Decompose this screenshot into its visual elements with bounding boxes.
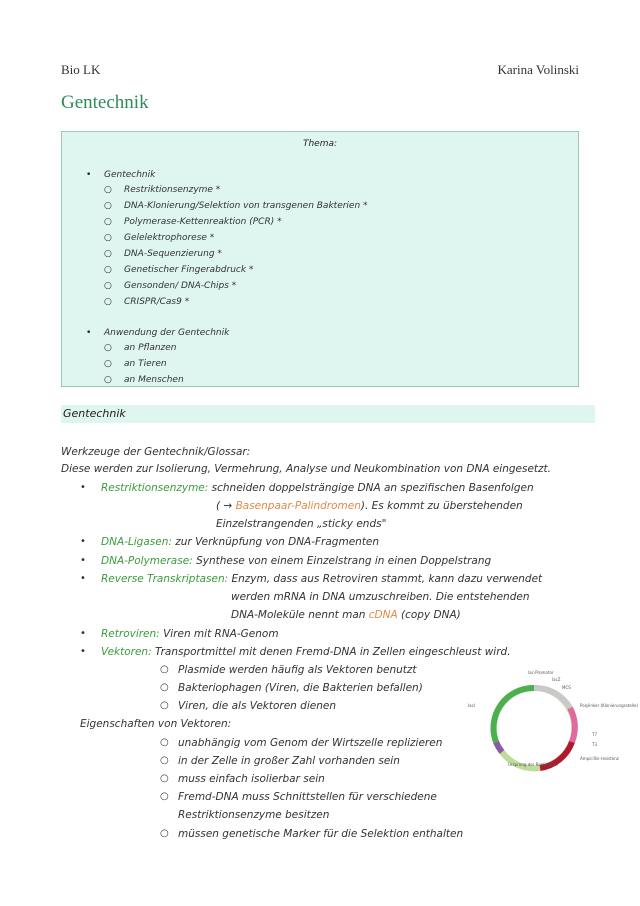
term: Restriktionsenzyme: [101,482,209,494]
plasmid-label: MCS [562,685,571,690]
term: DNA-Polymerase: [101,555,193,567]
plasmid-label: lacZ [552,677,561,682]
bullet-icon: • [80,555,86,566]
glossary-entry-vektoren [101,646,511,658]
circle-bullet-icon: ○ [160,755,169,766]
eigenschaft-item: unabhängig vom Genom der Wirtszelle replizieren [178,737,443,749]
circle-bullet-icon: ○ [104,217,112,227]
subtopic-item: DNA-Sequenzierung * [124,249,222,259]
section-heading: Gentechnik [61,405,595,423]
plasmid-label: lac-Promotor [528,670,554,675]
course-label: Bio LK [61,62,101,77]
subtopic-item: an Pflanzen [124,343,177,353]
circle-bullet-icon: ○ [160,791,169,802]
circle-bullet-icon: ○ [104,201,112,211]
circle-bullet-icon: ○ [104,249,112,259]
vektor-item: Bakteriophagen (Viren, die Bakterien befallen) [178,682,423,694]
subtopic-item: Gensonden/ DNA-Chips * [124,281,237,291]
circle-bullet-icon: ○ [160,664,169,675]
eigenschaft-item: müssen genetische Marker für die Selektion enthalten [178,828,464,840]
definition: Enzym, dass aus Retroviren stammt, kann dazu verwendet [231,573,543,585]
page-title: Gentechnik [61,92,149,113]
circle-bullet-icon: ○ [104,297,112,307]
glossary-entry-restriktion [101,482,534,494]
glossary-heading: Werkzeuge der Gentechnik/Glossar: [61,446,251,458]
plasmid-label: T7 [592,732,597,737]
eigenschaft-item: Fremd-DNA muss Schnittstellen für verschiedene [178,791,437,803]
bullet-icon: • [80,646,86,657]
bullet-icon: • [80,482,86,493]
plasmid-label: lacI [468,703,475,708]
definition: Transportmittel mit denen Fremd-DNA in Zellen eingeschleust wird. [154,646,511,658]
vektor-item: Viren, die als Vektoren dienen [178,700,336,712]
plasmid-label: T3 [592,742,597,747]
topic-label: Gentechnik [104,170,156,180]
definition: Synthese von einem Einzelstrang in einen Doppelstrang [196,555,492,567]
circle-bullet-icon: ○ [160,828,169,839]
eigenschaft-item: muss einfach isolierbar sein [178,773,325,785]
glossary-entry-polymerase [101,555,491,567]
topic-label: Anwendung der Gentechnik [104,328,230,338]
marker-segment [496,742,502,752]
circle-bullet-icon: ○ [104,281,112,291]
definition: schneiden doppelsträngige DNA an spezifischen Basenfolgen [211,482,534,494]
circle-bullet-icon: ○ [160,773,169,784]
highlight: Basenpaar-Palindromen [235,500,361,512]
subtopic-item: Restriktionsenzyme * [124,185,221,195]
circle-bullet-icon: ○ [104,233,112,243]
definition: Viren mit RNA-Genom [163,628,279,640]
definition: zur Verknüpfung von DNA-Fragmenten [175,536,380,548]
glossary-line: Einzelstrangenden „sticky ends" [216,518,387,530]
text: ( → [216,500,236,512]
glossary-line [231,609,461,621]
subtopic-item: Gelelektrophorese * [124,233,215,243]
plasmid-label: Ampicillin-resistenz [580,756,619,761]
term: Reverse Transkriptasen: [101,573,229,585]
plasmid-label: Ursprung der Replikation [508,762,558,767]
vektor-item: Plasmide werden häufig als Vektoren benutzt [178,664,417,676]
laci-segment [493,688,534,742]
bullet-icon: • [80,536,86,547]
bullet-icon: • [80,573,86,584]
eigenschaft-item: Restriktionsenzyme besitzen [178,809,330,821]
glossary-entry-ligasen [101,536,379,548]
subtopic-item: CRISPR/Cas9 * [124,297,190,307]
circle-bullet-icon: ○ [160,682,169,693]
circle-bullet-icon: ○ [104,375,112,385]
circle-bullet-icon: ○ [104,265,112,275]
theme-box [61,131,579,387]
bullet-icon: • [86,328,92,338]
term: Vektoren: [101,646,152,658]
glossary-entry-transkriptasen [101,573,542,585]
plasmid-label: Polylinker (Klonierungsstelle) [580,703,639,708]
circle-bullet-icon: ○ [104,185,112,195]
theme-heading: Thema: [302,139,338,149]
circle-bullet-icon: ○ [104,359,112,369]
plasmid-diagram [462,660,639,788]
polylinker-segment [570,708,575,742]
circle-bullet-icon: ○ [160,737,169,748]
glossary-line: werden mRNA in DNA umzuschreiben. Die entstehenden [231,591,530,603]
subtopic-item: DNA-Klonierung/Selektion von transgenen Bakterien * [124,201,368,211]
glossary-line [216,500,523,512]
eigenschaften-heading: Eigenschaften von Vektoren: [80,718,232,730]
highlight: cDNA [368,609,398,621]
circle-bullet-icon: ○ [160,700,169,711]
text: DNA-Moleküle nennt man [231,609,369,621]
term: Retroviren: [101,628,160,640]
subtopic-item: an Tieren [124,359,167,369]
glossary-entry-retroviren [101,628,279,640]
subtopic-item: Genetischer Fingerabdruck * [124,265,254,275]
text: (copy DNA) [397,609,461,621]
bullet-icon: • [80,628,86,639]
circle-bullet-icon: ○ [104,343,112,353]
text: ). Es kommt zu überstehenden [360,500,523,512]
glossary-intro: Diese werden zur Isolierung, Vermehrung, Analyse und Neukombination von DNA eingesetzt. [61,463,552,475]
term: DNA-Ligasen: [101,536,172,548]
subtopic-item: an Menschen [124,375,184,385]
mcs-segment [534,688,570,708]
author-name: Karina Volinski [497,62,579,77]
bullet-icon: • [86,170,92,180]
subtopic-item: Polymerase-Kettenreaktion (PCR) * [124,217,282,227]
eigenschaft-item: in der Zelle in großer Zahl vorhanden sein [178,755,400,767]
